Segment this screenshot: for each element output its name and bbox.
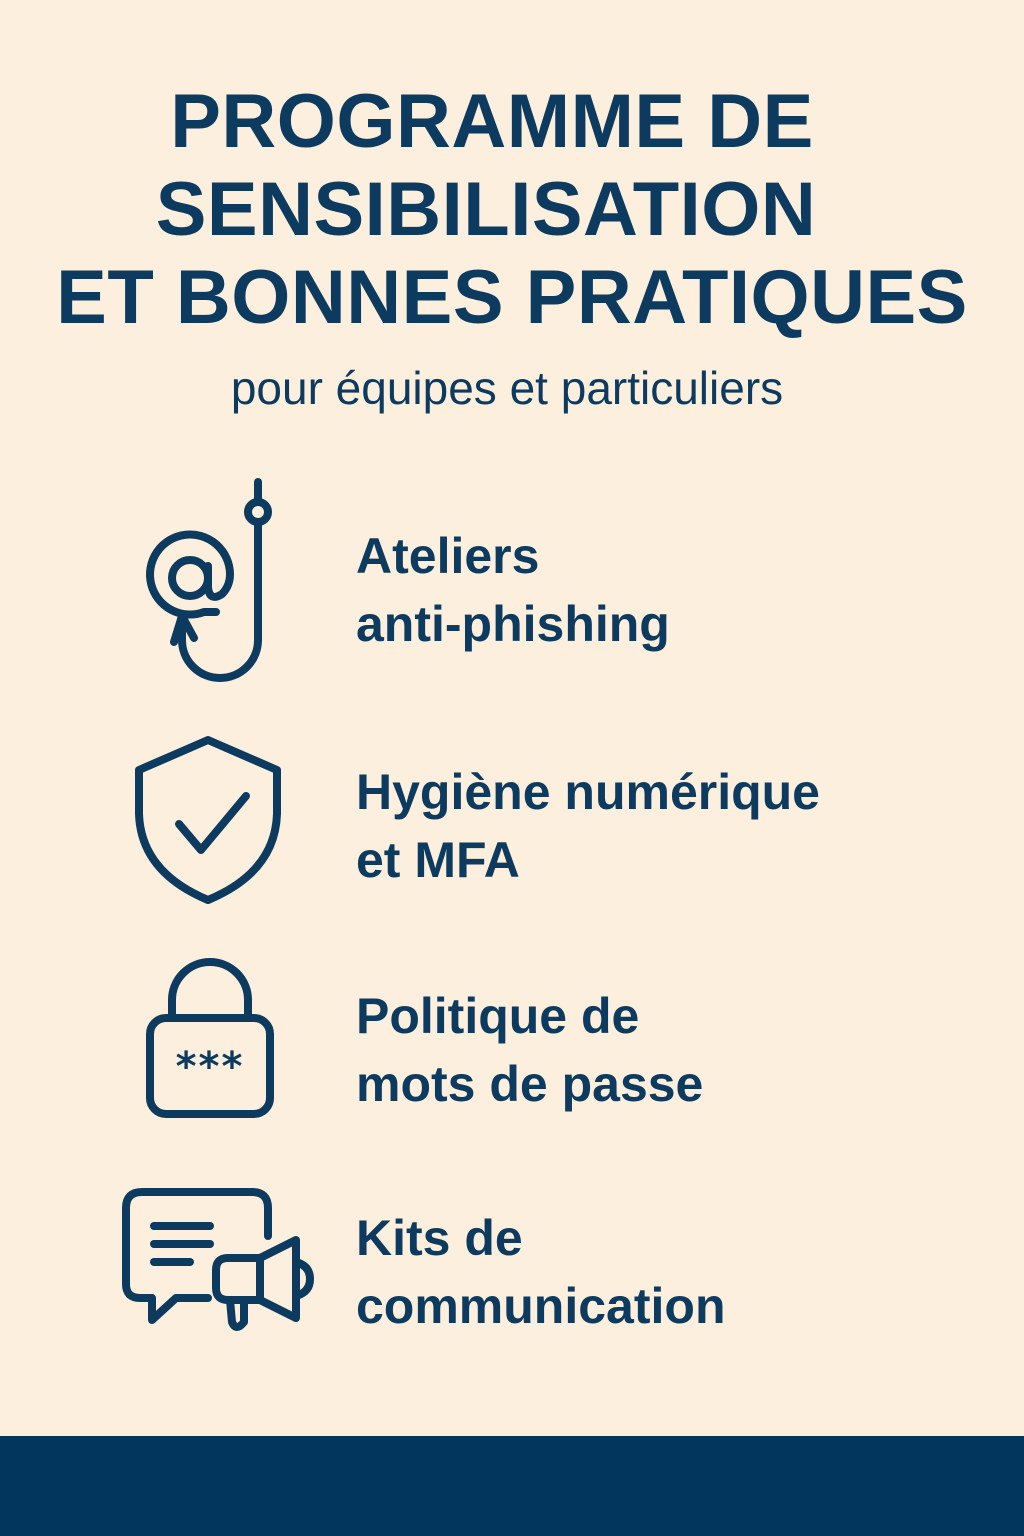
page-title-line-3: ET BONNES PRATIQUES — [56, 255, 968, 340]
padlock-password-icon — [146, 956, 274, 1122]
feature-label-line-1: Hygiène numérique — [356, 764, 820, 820]
page-title-line-2: SENSIBILISATION — [155, 167, 817, 252]
feature-label-line-1: Ateliers — [356, 528, 540, 584]
svg-text:***: *** — [175, 1044, 245, 1090]
feature-label-line-1: Politique de — [356, 988, 640, 1044]
header — [0, 78, 1024, 416]
feature-label — [356, 522, 670, 658]
page-title-line-1: PROGRAMME DE — [170, 79, 814, 164]
feature-label — [356, 1204, 725, 1340]
shield-check-icon — [135, 734, 285, 906]
chat-megaphone-icon — [120, 1184, 320, 1334]
feature-label — [356, 758, 820, 894]
footer-bar — [0, 1436, 1024, 1536]
feature-label-line-2: et MFA — [356, 832, 520, 888]
feature-label-line-2: anti-phishing — [356, 596, 670, 652]
page-subtitle: pour équipes et particuliers — [230, 362, 784, 414]
feature-label-line-2: communication — [356, 1278, 726, 1334]
feature-label-line-2: mots de passe — [356, 1056, 704, 1112]
feature-label-line-1: Kits de — [356, 1210, 523, 1266]
email-phishing-hook-icon — [130, 470, 290, 690]
feature-label — [356, 982, 703, 1118]
